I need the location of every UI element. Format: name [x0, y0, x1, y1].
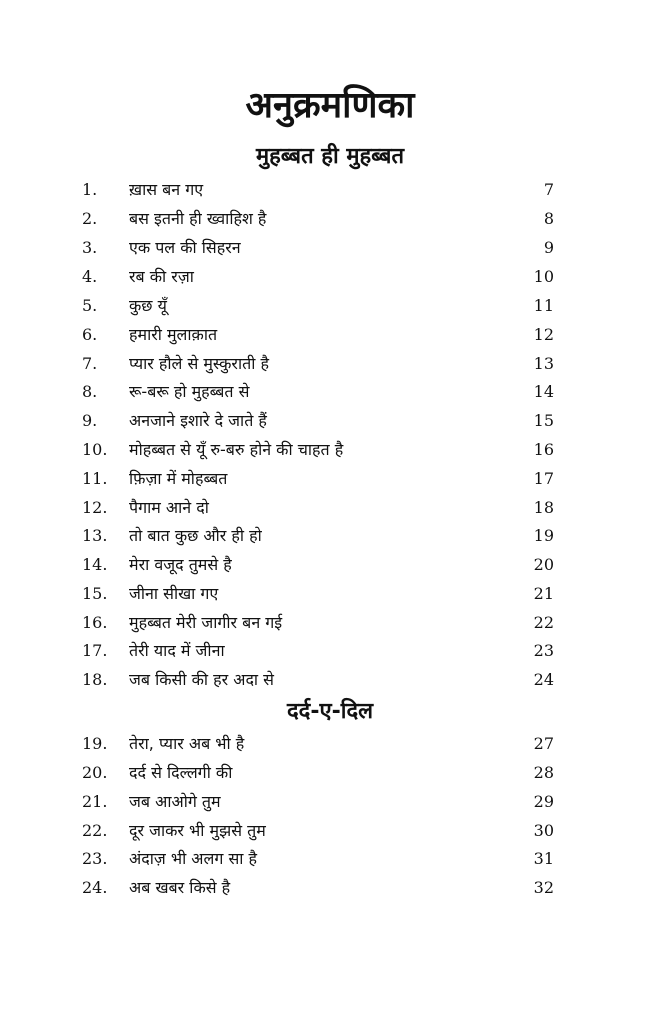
section-title: दर्द-ए-दिल [286, 699, 374, 724]
entry-title: मेरा वजूद तुमसे है [129, 555, 232, 574]
entry-page: 18 [533, 498, 554, 517]
toc-row [0, 845, 660, 873]
entry-number: 5. [82, 296, 98, 315]
entry-number: 15. [82, 584, 108, 603]
entry-page: 29 [533, 792, 554, 811]
entry-title: तेरी याद में जीना [129, 641, 225, 660]
entry-title: अंदाज़ भी अलग सा है [129, 849, 258, 868]
entry-page: 32 [533, 878, 554, 897]
entry-page: 28 [533, 763, 554, 782]
entry-page: 16 [533, 440, 554, 459]
entry-page: 19 [533, 526, 554, 545]
entry-number: 14. [82, 555, 108, 574]
entry-title: रब की रज़ा [129, 267, 194, 286]
toc-row [0, 874, 660, 902]
entry-page: 7 [543, 180, 554, 199]
entry-page: 31 [533, 849, 554, 868]
toc-row [0, 234, 660, 262]
entry-page: 23 [533, 641, 554, 660]
entry-title: जब किसी की हर अदा से [129, 670, 274, 689]
entry-page: 15 [533, 411, 554, 430]
toc-row [0, 730, 660, 758]
entry-number: 23. [82, 849, 108, 868]
entry-number: 12. [82, 498, 108, 517]
toc-row [0, 263, 660, 291]
entry-title: मुहब्बत मेरी जागीर बन गई [129, 613, 283, 632]
entry-title: ख़ास बन गए [129, 180, 204, 199]
entry-number: 17. [82, 641, 108, 660]
toc-row [0, 205, 660, 233]
entry-page: 27 [533, 734, 554, 753]
entry-number: 13. [82, 526, 108, 545]
entry-number: 1. [82, 180, 98, 199]
entry-title: रू-बरू हो मुहब्बत से [129, 382, 250, 401]
toc-row [0, 666, 660, 694]
entry-number: 3. [82, 238, 98, 257]
entry-title: बस इतनी ही ख्वाहिश है [129, 209, 267, 228]
entry-title: तो बात कुछ और ही हो [129, 526, 262, 545]
entry-number: 8. [82, 382, 98, 401]
toc-row [0, 292, 660, 320]
entry-title: तेरा, प्यार अब भी है [129, 734, 245, 753]
entry-page: 17 [533, 469, 554, 488]
entry-number: 6. [82, 325, 98, 344]
entry-page: 24 [533, 670, 554, 689]
entry-title: जब आओगे तुम [129, 792, 221, 811]
toc-row [0, 407, 660, 435]
toc-row [0, 350, 660, 378]
entry-page: 12 [533, 325, 554, 344]
toc-row [0, 551, 660, 579]
entry-page: 10 [533, 267, 554, 286]
entry-page: 21 [533, 584, 554, 603]
toc-row [0, 609, 660, 637]
entry-page: 8 [543, 209, 554, 228]
entry-page: 14 [533, 382, 554, 401]
entry-title: हमारी मुलाक़ात [129, 325, 218, 344]
entry-number: 7. [82, 354, 98, 373]
entry-number: 16. [82, 613, 108, 632]
entry-title: मोहब्बत से यूँ रु-बरु होने की चाहत है [129, 440, 344, 459]
entry-number: 9. [82, 411, 98, 430]
entry-page: 30 [533, 821, 554, 840]
entry-page: 9 [543, 238, 554, 257]
entry-page: 11 [533, 296, 554, 315]
entry-number: 10. [82, 440, 108, 459]
entry-title: अब खबर किसे है [129, 878, 231, 897]
section-title: मुहब्बत ही मुहब्बत [255, 144, 405, 169]
toc-row [0, 436, 660, 464]
toc-row [0, 788, 660, 816]
toc-row [0, 465, 660, 493]
toc-row [0, 494, 660, 522]
entry-number: 18. [82, 670, 108, 689]
entry-number: 22. [82, 821, 108, 840]
entry-title: प्यार हौले से मुस्कुराती है [129, 354, 269, 373]
entry-page: 13 [533, 354, 554, 373]
toc-row [0, 176, 660, 204]
entry-title: जीना सीखा गए [129, 584, 219, 603]
entry-title: फ़िज़ा में मोहब्बत [129, 469, 228, 488]
page-title: अनुक्रमणिका [245, 85, 415, 126]
entry-title: कुछ यूँ [129, 296, 167, 315]
entry-title: दर्द से दिल्लगी की [129, 763, 233, 782]
entry-number: 11. [82, 469, 108, 488]
entry-number: 21. [82, 792, 108, 811]
entry-title: पैगाम आने दो [129, 498, 209, 517]
entry-number: 20. [82, 763, 108, 782]
toc-row [0, 522, 660, 550]
entry-title: अनजाने इशारे दे जाते हैं [129, 411, 267, 430]
entry-title: एक पल की सिहरन [129, 238, 241, 257]
entry-number: 19. [82, 734, 108, 753]
toc-row [0, 759, 660, 787]
toc-row [0, 580, 660, 608]
toc-row [0, 817, 660, 845]
entry-title: दूर जाकर भी मुझसे तुम [129, 821, 266, 840]
entry-number: 4. [82, 267, 98, 286]
toc-row [0, 378, 660, 406]
entry-number: 24. [82, 878, 108, 897]
toc-row [0, 637, 660, 665]
toc-row [0, 321, 660, 349]
entry-page: 22 [533, 613, 554, 632]
entry-number: 2. [82, 209, 98, 228]
entry-page: 20 [533, 555, 554, 574]
